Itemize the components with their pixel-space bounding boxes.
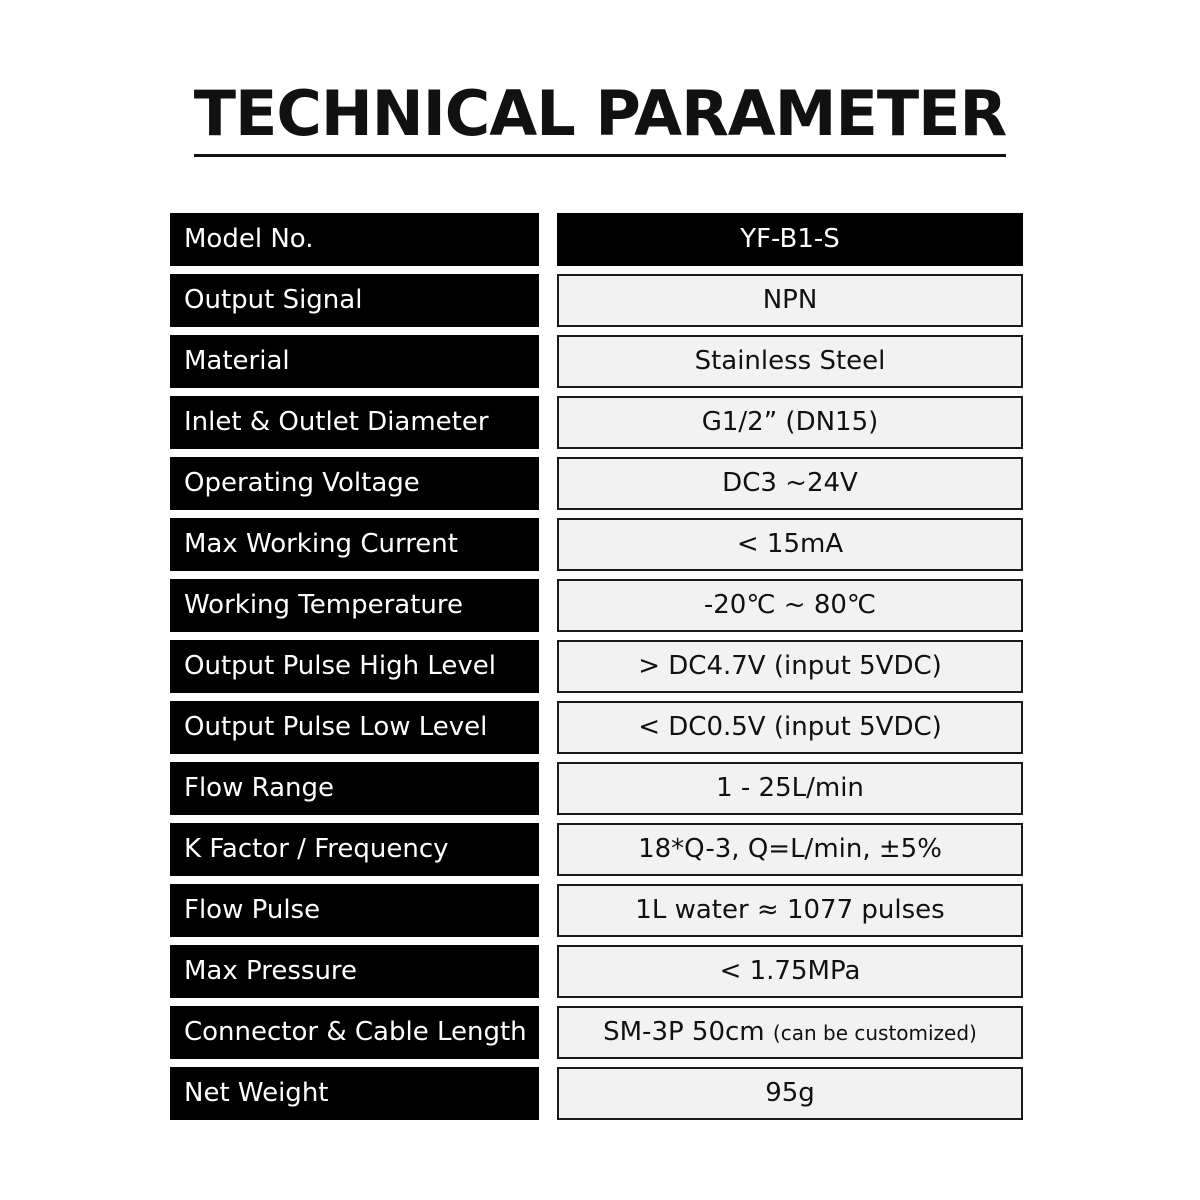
- parameter-value: < 15mA: [557, 518, 1023, 571]
- page-title: TECHNICAL PARAMETER: [194, 78, 1006, 157]
- parameter-row-weight: [170, 1067, 1024, 1120]
- parameter-label: Max Working Current: [170, 518, 539, 571]
- parameter-value: Stainless Steel: [557, 335, 1023, 388]
- parameter-value: < DC0.5V (input 5VDC): [557, 701, 1023, 754]
- parameter-row-pressure: [170, 945, 1024, 998]
- parameter-value-note: (can be customized): [772, 1021, 977, 1045]
- parameter-row-pulse-low: [170, 701, 1024, 754]
- parameter-label: Flow Range: [170, 762, 539, 815]
- parameter-label: Material: [170, 335, 539, 388]
- parameter-value-text: SM-3P 50cm: [603, 1017, 765, 1047]
- parameter-value: 1 - 25L/min: [557, 762, 1023, 815]
- parameter-value: -20℃ ~ 80℃: [557, 579, 1023, 632]
- parameter-value: YF-B1-S: [557, 213, 1023, 266]
- parameter-row-voltage: [170, 457, 1024, 510]
- parameter-label: Flow Pulse: [170, 884, 539, 937]
- parameter-row-k-factor: [170, 823, 1024, 876]
- parameter-label: Connector & Cable Length: [170, 1006, 539, 1059]
- parameter-row-flow-range: [170, 762, 1024, 815]
- parameter-value: 1L water ≈ 1077 pulses: [557, 884, 1023, 937]
- parameter-label: Working Temperature: [170, 579, 539, 632]
- parameter-value: > DC4.7V (input 5VDC): [557, 640, 1023, 693]
- parameter-row-material: [170, 335, 1024, 388]
- parameter-row-pulse-high: [170, 640, 1024, 693]
- parameter-value: [557, 1006, 1023, 1059]
- parameter-row-current: [170, 518, 1024, 571]
- parameter-row-diameter: [170, 396, 1024, 449]
- parameter-label: K Factor / Frequency: [170, 823, 539, 876]
- parameter-table: [170, 213, 1024, 1128]
- parameter-row-connector: [170, 1006, 1024, 1059]
- parameter-value: G1/2” (DN15): [557, 396, 1023, 449]
- parameter-value: DC3 ~24V: [557, 457, 1023, 510]
- parameter-value: NPN: [557, 274, 1023, 327]
- parameter-label: Model No.: [170, 213, 539, 266]
- parameter-row-flow-pulse: [170, 884, 1024, 937]
- parameter-row-output-signal: [170, 274, 1024, 327]
- parameter-label: Inlet & Outlet Diameter: [170, 396, 539, 449]
- parameter-value: 18*Q-3, Q=L/min, ±5%: [557, 823, 1023, 876]
- parameter-value: 95g: [557, 1067, 1023, 1120]
- parameter-row-temperature: [170, 579, 1024, 632]
- parameter-label: Output Pulse High Level: [170, 640, 539, 693]
- parameter-label: Operating Voltage: [170, 457, 539, 510]
- parameter-row-model: [170, 213, 1024, 266]
- parameter-label: Max Pressure: [170, 945, 539, 998]
- parameter-label: Net Weight: [170, 1067, 539, 1120]
- parameter-label: Output Pulse Low Level: [170, 701, 539, 754]
- title-container: [0, 78, 1200, 157]
- parameter-label: Output Signal: [170, 274, 539, 327]
- parameter-value: < 1.75MPa: [557, 945, 1023, 998]
